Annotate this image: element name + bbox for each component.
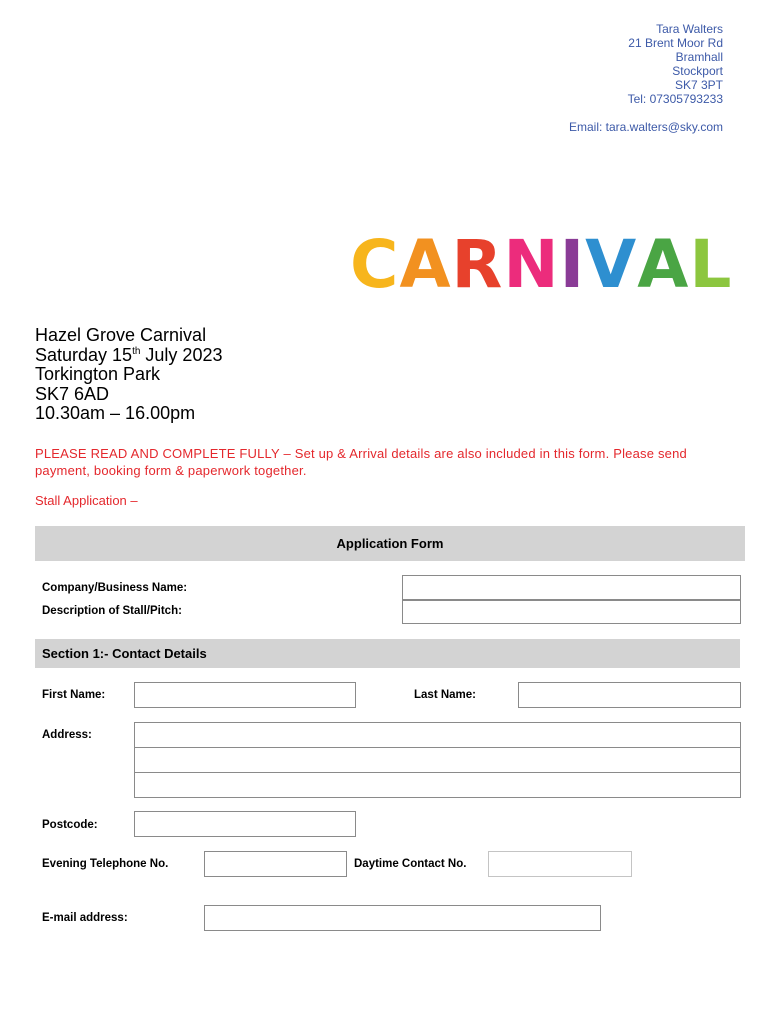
event-time: 10.30am – 16.00pm <box>35 403 196 423</box>
first-name-label: First Name: <box>42 689 106 701</box>
event-name: Hazel Grove Carnival <box>35 325 207 345</box>
logo-letter: A <box>637 226 690 303</box>
first-name-field[interactable] <box>134 682 356 708</box>
sender-name: Tara Walters <box>656 22 723 36</box>
email-field[interactable] <box>204 905 601 931</box>
logo-letter: A <box>399 226 452 303</box>
sender-email: Email: tara.walters@sky.com <box>569 120 723 134</box>
sender-street: 21 Brent Moor Rd <box>628 36 723 50</box>
daytime-contact-field[interactable] <box>488 851 632 877</box>
carnival-logo <box>350 226 733 303</box>
stall-description-field[interactable] <box>402 600 741 624</box>
logo-letter: I <box>559 226 586 303</box>
last-name-field[interactable] <box>518 682 741 708</box>
address-line-3-field[interactable] <box>134 772 741 798</box>
logo-letter: N <box>503 226 560 303</box>
email-label: E-mail address: <box>42 912 128 924</box>
postcode-label: Postcode: <box>42 819 98 831</box>
event-postcode: SK7 6AD <box>35 383 110 404</box>
evening-telephone-field[interactable] <box>204 851 347 877</box>
form-title: Application Form <box>336 536 444 551</box>
sender-tel: Tel: 07305793233 <box>627 92 723 106</box>
description-label: Description of Stall/Pitch: <box>42 605 182 617</box>
company-name-field[interactable] <box>402 575 741 600</box>
address-line-1-field[interactable] <box>134 722 741 748</box>
company-label: Company/Business Name: <box>42 582 188 594</box>
daytime-contact-label: Daytime Contact No. <box>354 858 467 870</box>
date-ordinal: th <box>132 345 141 357</box>
logo-letter: V <box>585 226 638 303</box>
last-name-label: Last Name: <box>414 689 476 701</box>
form-title-bar <box>35 526 745 561</box>
event-info <box>35 326 222 424</box>
section-contact-title: Section 1:- Contact Details <box>42 646 207 661</box>
sender-address <box>569 22 723 134</box>
logo-letter: C <box>350 226 400 303</box>
address-line-2-field[interactable] <box>134 747 741 773</box>
event-venue: Torkington Park <box>35 364 161 384</box>
stall-application-heading: Stall Application – <box>35 493 138 508</box>
sender-postcode: SK7 3PT <box>674 78 723 92</box>
address-label: Address: <box>42 729 92 741</box>
sender-area: Bramhall <box>675 50 723 64</box>
section-contact-bar <box>35 639 740 668</box>
postcode-field[interactable] <box>134 811 356 837</box>
logo-letter: L <box>689 226 733 303</box>
sender-town: Stockport <box>672 64 723 78</box>
event-date: Saturday 15th July 2023 <box>35 344 223 365</box>
evening-telephone-label: Evening Telephone No. <box>42 858 169 870</box>
instructions-notice: PLEASE READ AND COMPLETE FULLY – Set up & Arrival details are also included in this form. Please send payment, booking form & paperwork together. <box>35 446 687 478</box>
logo-letter: R <box>451 226 504 303</box>
